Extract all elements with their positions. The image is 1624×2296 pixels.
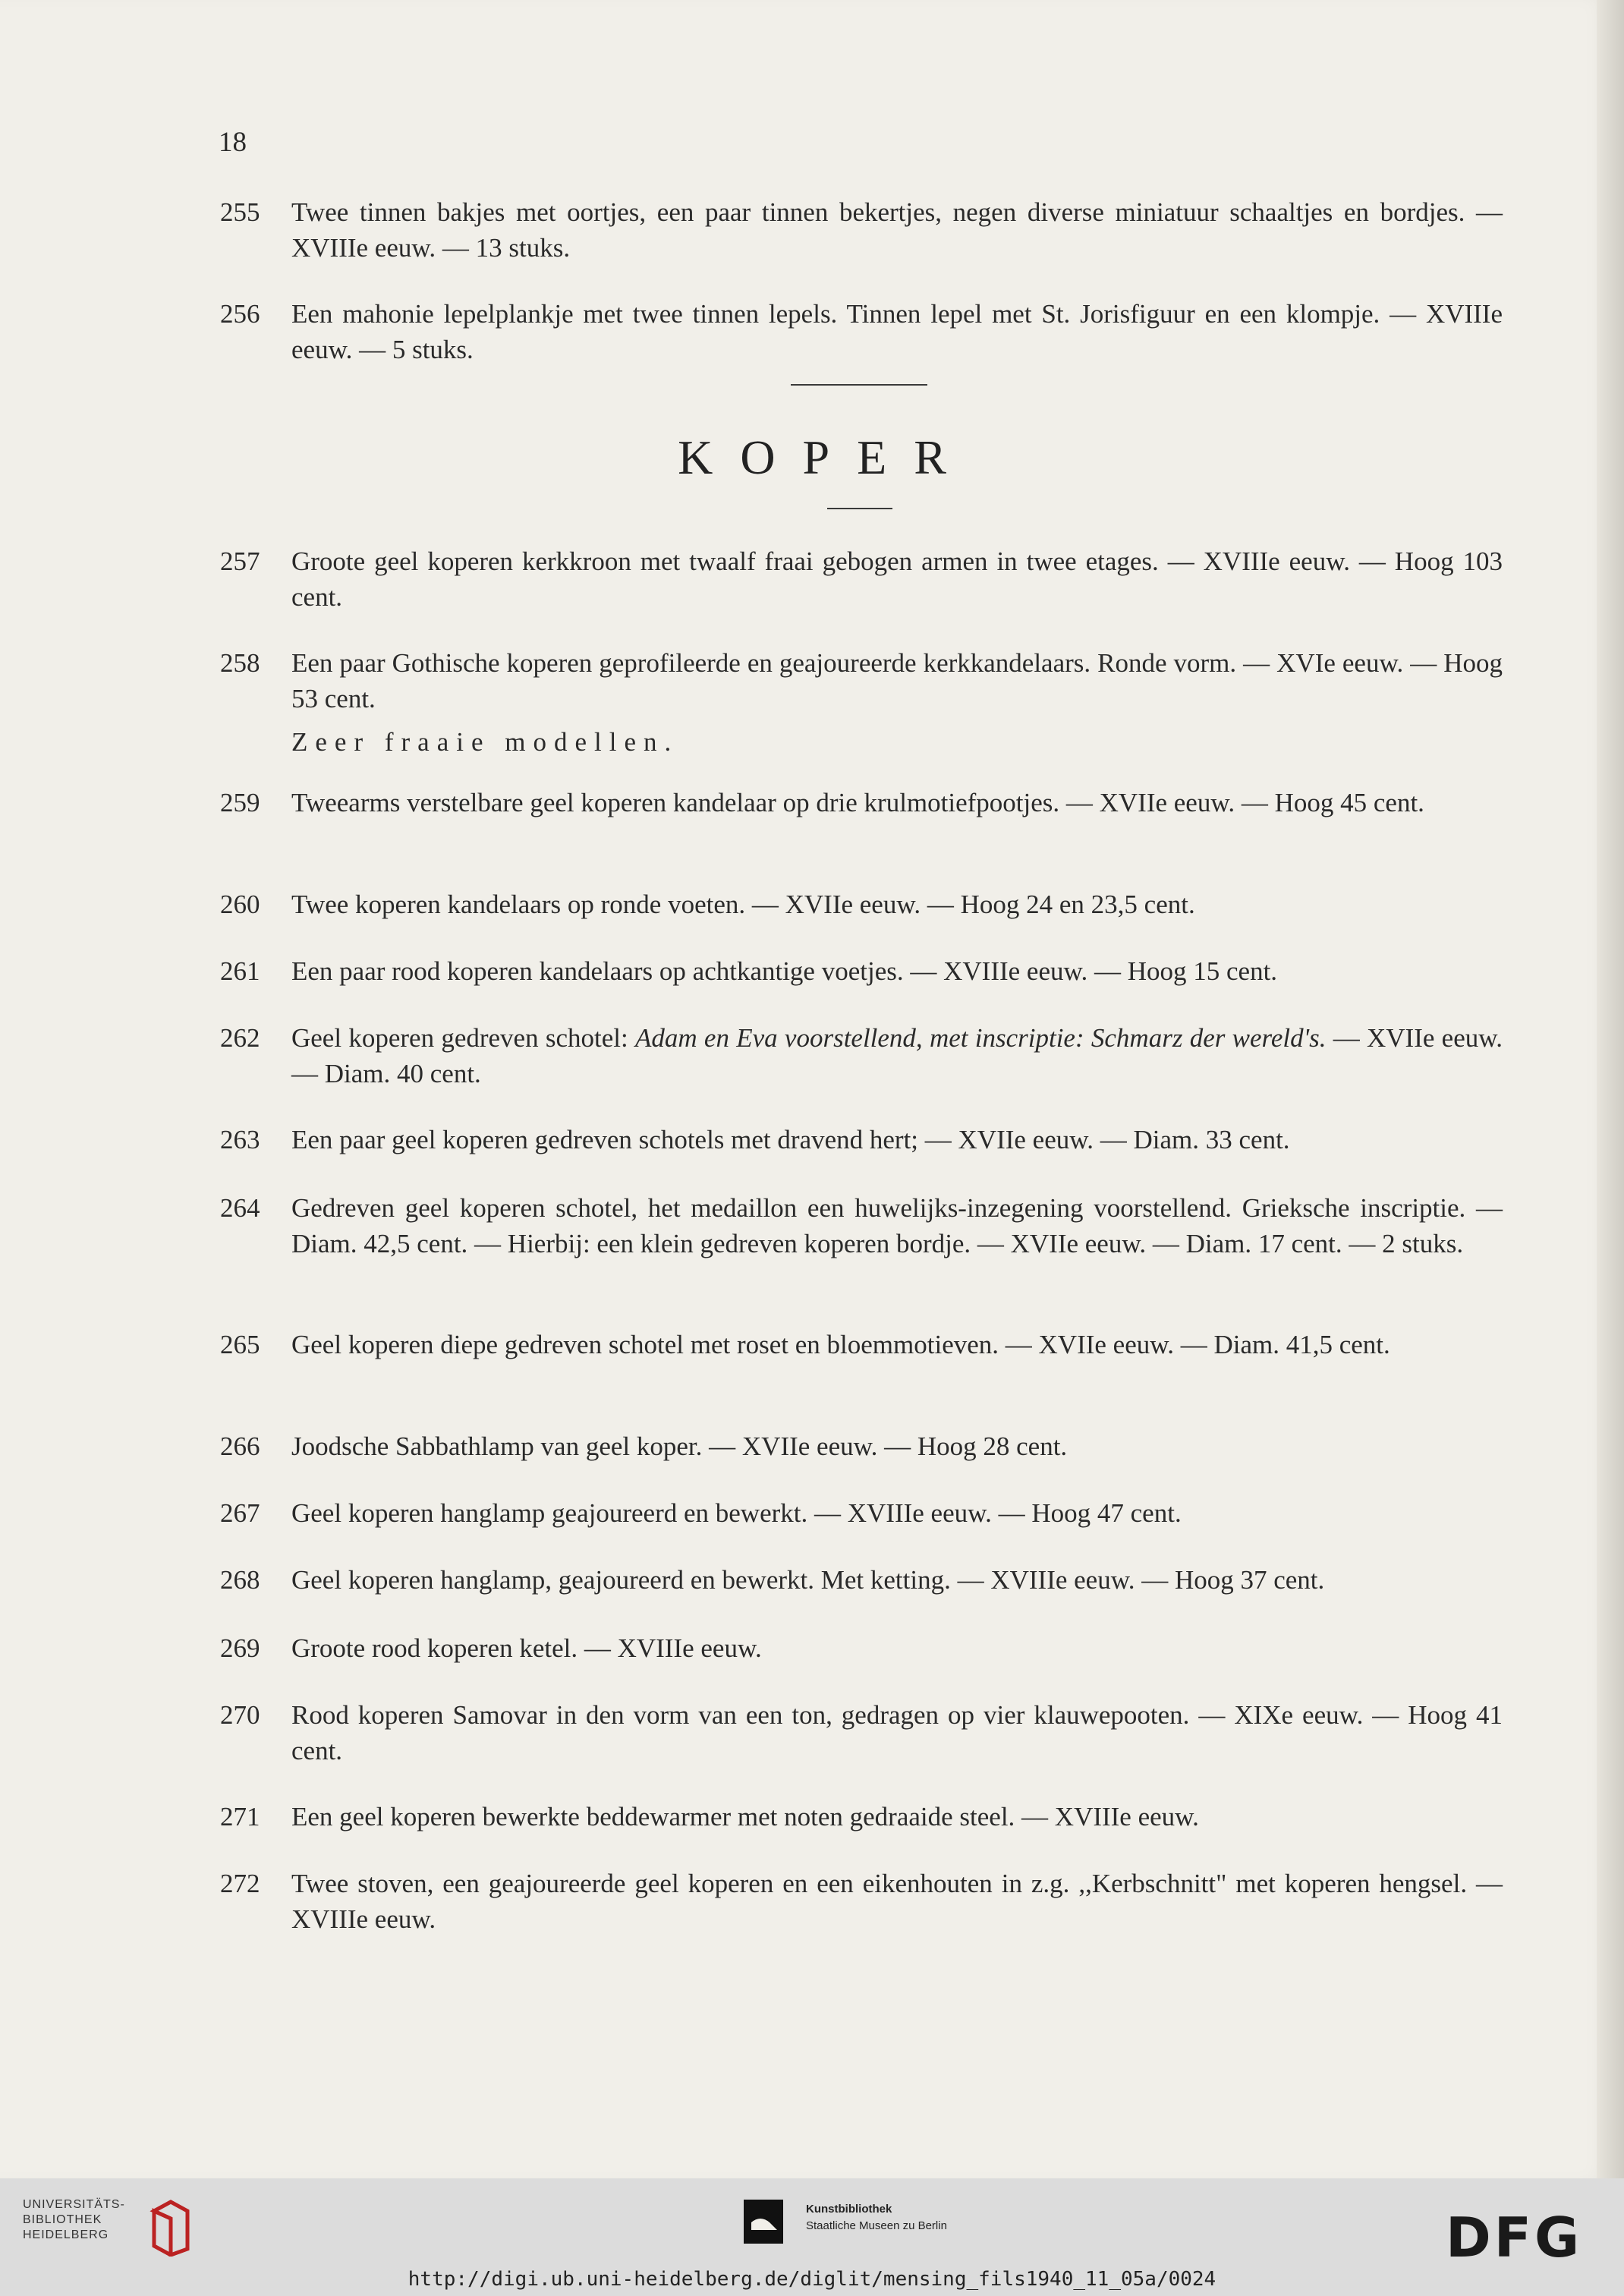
- catalog-entry: [220, 1562, 1503, 1598]
- dfg-logo[interactable]: DFG: [1446, 2206, 1583, 2269]
- lot-number: 260: [220, 890, 260, 919]
- kunstbibliothek-logo[interactable]: [806, 2201, 947, 2235]
- page-edge-shadow: [1597, 0, 1624, 2178]
- catalog-entry: [220, 1190, 1503, 1261]
- lot-number: 261: [220, 956, 260, 986]
- lot-number: 270: [220, 1700, 260, 1730]
- lot-text: Geel koperen gedreven schotel:: [291, 1023, 635, 1053]
- catalog-entry: [220, 543, 1503, 615]
- lot-description: Gedreven geel koperen schotel, het medaillon een huwelijks-inzegening voorstellend. Grieksche inscriptie. — Diam. 42,5 cent. — Hierbij: een klein gedreven koperen bordje. — XVIIe eeuw. — Diam. 17 cent. — 2 stuks.: [291, 1193, 1503, 1258]
- lot-description: Geel koperen hanglamp geajoureerd en bewerkt. — XVIIIe eeuw. — Hoog 47 cent.: [291, 1498, 1182, 1528]
- lot-description: Geel koperen hanglamp, geajoureerd en bewerkt. Met ketting. — XVIIIe eeuw. — Hoog 37 cent.: [291, 1565, 1325, 1595]
- section-divider-top: [791, 384, 927, 386]
- lot-description: Een paar Gothische koperen geprofileerde en geajoureerde kerkkandelaars. Ronde vorm. — XVIe eeuw. — Hoog 53 cent.: [291, 648, 1503, 713]
- lot-description: Een paar geel koperen gedreven schotels met dravend hert; — XVIIe eeuw. — Diam. 33 cent.: [291, 1125, 1290, 1154]
- page-number: 18: [219, 127, 247, 158]
- lot-inscription: Adam en Eva voorstellend, met inscriptie: Schmarz der wereld's.: [635, 1023, 1327, 1053]
- uni-logo-line: UNIVERSITÄTS-: [23, 2198, 125, 2211]
- lot-number: 266: [220, 1431, 260, 1461]
- lot-description: Joodsche Sabbathlamp van geel koper. — XVIIe eeuw. — Hoog 28 cent.: [291, 1431, 1068, 1461]
- catalog-entry: [220, 296, 1503, 367]
- catalog-entry: [220, 785, 1503, 820]
- lot-description: Een mahonie lepelplankje met twee tinnen lepels. Tinnen lepel met St. Jorisfiguur en een klompje. — XVIIIe eeuw. — 5 stuks.: [291, 299, 1503, 364]
- lot-number: 259: [220, 788, 260, 817]
- lot-description: Groote rood koperen ketel. — XVIIIe eeuw.: [291, 1633, 762, 1663]
- uni-logo-line: BIBLIOTHEK: [23, 2213, 102, 2226]
- kb-title: Kunstbibliothek: [806, 2203, 892, 2216]
- catalog-entry: [220, 1122, 1503, 1157]
- lot-remark: Zeer fraaie modellen.: [291, 727, 679, 757]
- catalog-entry: [220, 953, 1503, 989]
- catalog-entry: [220, 1697, 1503, 1768]
- section-divider-bottom: [827, 508, 892, 509]
- lot-number: 269: [220, 1633, 260, 1663]
- lot-number: 272: [220, 1869, 260, 1898]
- catalog-entry: [220, 194, 1503, 266]
- catalog-entry: [220, 1799, 1503, 1835]
- lot-description: Twee stoven, een geajoureerde geel koperen en een eikenhouten in z.g. ,,Kerbschnitt" met koperen hengsel. — XVIIIe eeuw.: [291, 1869, 1503, 1934]
- uni-logo-line: HEIDELBERG: [23, 2228, 109, 2241]
- catalog-entry: [220, 1327, 1503, 1362]
- catalog-entry: [220, 1020, 1503, 1091]
- lot-description: Geel koperen diepe gedreven schotel met roset en bloemmotieven. — XVIIe eeuw. — Diam. 41,5 cent.: [291, 1330, 1390, 1359]
- catalog-entry: [220, 1495, 1503, 1531]
- lot-description: Twee koperen kandelaars op ronde voeten. — XVIIe eeuw. — Hoog 24 en 23,5 cent.: [291, 890, 1195, 919]
- kunstbibliothek-icon[interactable]: [744, 2200, 783, 2244]
- catalog-entry: [220, 1866, 1503, 1937]
- lot-description: [291, 1020, 1503, 1091]
- lot-description: Een paar rood koperen kandelaars op achtkantige voetjes. — XVIIIe eeuw. — Hoog 15 cent.: [291, 956, 1278, 986]
- permalink-url[interactable]: http://digi.ub.uni-heidelberg.de/diglit/mensing_fils1940_11_05a/0024: [408, 2268, 1216, 2291]
- lot-number: 265: [220, 1330, 260, 1359]
- uni-mark-icon: [148, 2196, 194, 2257]
- lot-number: 267: [220, 1498, 260, 1528]
- lot-description: Rood koperen Samovar in den vorm van een ton, gedragen op vier klauwepooten. — XIXe eeuw. — Hoog 41 cent.: [291, 1700, 1503, 1765]
- lot-number: 268: [220, 1565, 260, 1595]
- lot-number: 258: [220, 648, 260, 678]
- lot-number: 264: [220, 1193, 260, 1223]
- section-heading: KOPER: [678, 430, 974, 484]
- lot-description: Een geel koperen bewerkte beddewarmer met noten gedraaide steel. — XVIIIe eeuw.: [291, 1802, 1199, 1831]
- lot-number: 262: [220, 1023, 260, 1053]
- kb-subtitle: Staatliche Museen zu Berlin: [806, 2219, 947, 2232]
- lot-number: 263: [220, 1125, 260, 1154]
- catalog-entry: [220, 1428, 1503, 1464]
- lot-number: 256: [220, 299, 260, 329]
- lot-description: Twee tinnen bakjes met oortjes, een paar tinnen bekertjes, negen diverse miniatuur schaaltjes en bordjes. — XVIIIe eeuw. — 13 stuks.: [291, 197, 1503, 263]
- lot-number: 255: [220, 197, 260, 227]
- lot-description: Groote geel koperen kerkkroon met twaalf fraai gebogen armen in twee etages. — XVIIIe eeuw. — Hoog 103 cent.: [291, 546, 1503, 612]
- catalog-entry: [220, 1630, 1503, 1666]
- lot-number: 257: [220, 546, 260, 576]
- university-library-logo[interactable]: [23, 2197, 125, 2243]
- lot-text: — XVIIe eeuw. — Diam. 40 cent.: [291, 1023, 1503, 1088]
- catalog-entry: [220, 645, 1503, 760]
- lot-description: Tweearms verstelbare geel koperen kandelaar op drie krulmotiefpootjes. — XVIIe eeuw. — Hoog 45 cent.: [291, 788, 1424, 817]
- lot-number: 271: [220, 1802, 260, 1831]
- catalog-entry: [220, 887, 1503, 922]
